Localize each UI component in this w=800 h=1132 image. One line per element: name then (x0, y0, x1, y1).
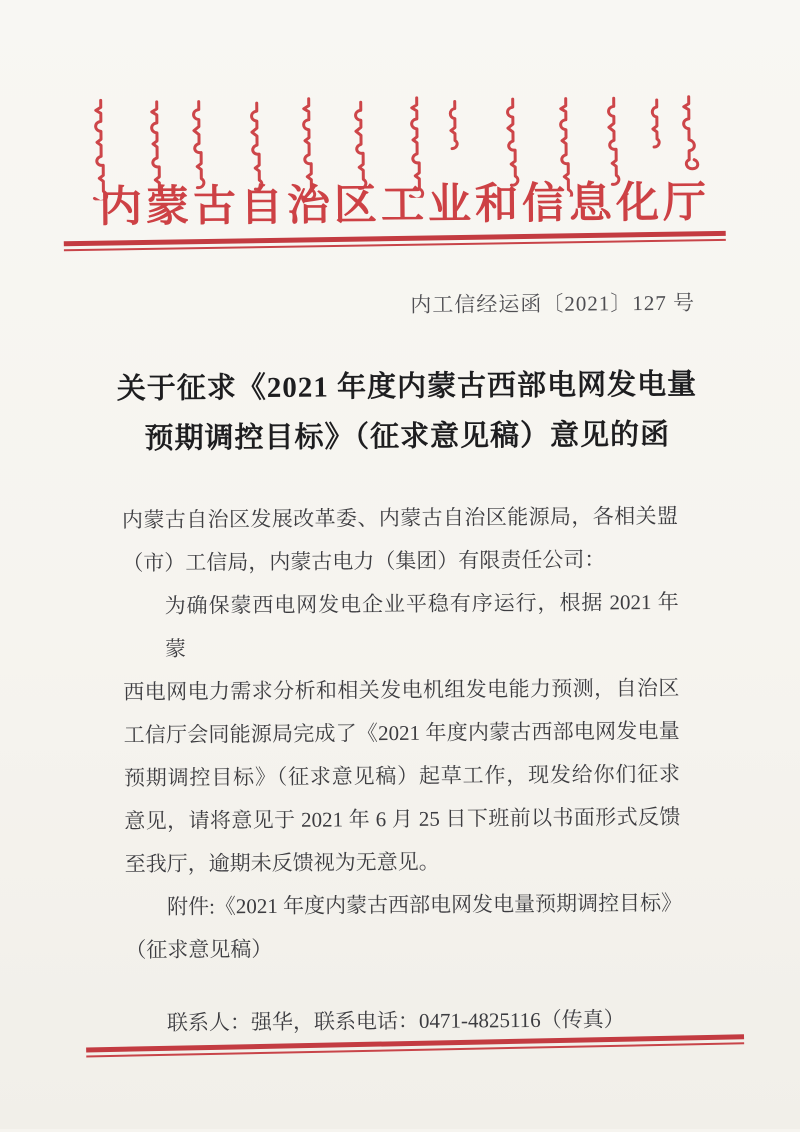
document-title-line1: 关于征求《2021 年度内蒙古西部电网发电量 (116, 368, 698, 406)
body-line: （市）工信局，内蒙古电力（集团）有限责任公司： (122, 547, 606, 576)
doc-number: 内工信经运函〔2021〕127 号 (410, 290, 696, 317)
document-title (7, 359, 800, 465)
header-divider (64, 231, 726, 251)
body-line: 意见，请将意见于 2021 年 6 月 25 日下班前以书面形式反馈 (124, 804, 681, 834)
document-title-line2: 预期调控目标》（征求意见稿）意见的函 (144, 418, 671, 456)
contact-line: 联系人：强华，联系电话：0471-4825116（传真） (166, 1007, 625, 1035)
attachment-line: （征求意见稿） (125, 937, 273, 963)
footer-divider (86, 1034, 744, 1057)
agency-name: 内蒙古自治区工业和信息化厅 (98, 179, 711, 232)
body-line: 为确保蒙西电网发电企业平稳有序运行，根据 2021 年蒙 (164, 589, 679, 661)
attachment-line: 附件:《2021 年度内蒙古西部电网发电量预期调控目标》 (166, 890, 683, 919)
body-line: 西电网电力需求分析和相关发电机组发电能力预测，自治区 (123, 675, 680, 705)
body-line: 内蒙古自治区发展改革委、内蒙古自治区能源局，各相关盟 (121, 503, 679, 533)
body-line: 工信厅会同能源局完成了《2021 年度内蒙古西部电网发电量 (123, 718, 680, 748)
body-line: 预期调控目标》（征求意见稿）起草工作，现发给你们征求 (123, 761, 681, 791)
letter-body (122, 495, 682, 1038)
body-line: 至我厅，逾期未反馈视为无意见。 (124, 849, 440, 877)
